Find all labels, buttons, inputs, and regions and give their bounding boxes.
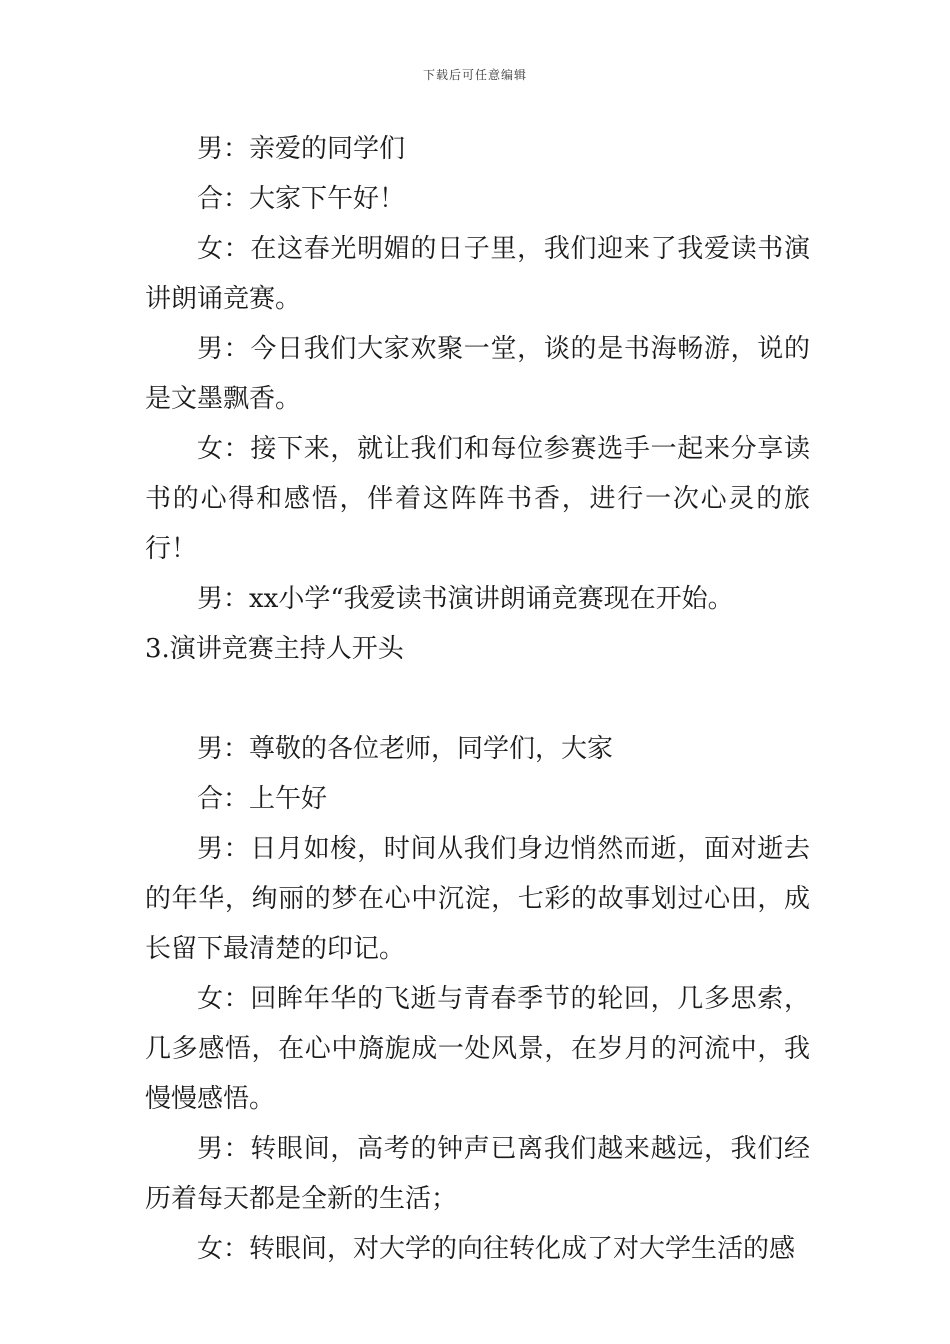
dialogue-line: 女：回眸年华的飞逝与青春季节的轮回，几多思索，几多感悟，在心中旖旎成一处风景，在岁月的河流中，我慢慢感悟。 <box>145 984 810 1114</box>
dialogue-line: 男：亲爱的同学们 <box>197 134 406 164</box>
dialogue-line: 合：大家下午好！ <box>197 184 406 214</box>
section-spacer <box>145 674 810 724</box>
page-header-note: 下载后可任意编辑 <box>422 68 527 82</box>
dialogue-line: 女：在这春光明媚的日子里，我们迎来了我爱读书演讲朗诵竞赛。 <box>145 234 810 314</box>
dialogue-line: 女：转眼间，对大学的向往转化成了对大学生活的感 <box>197 1234 796 1264</box>
document-body <box>145 124 810 1274</box>
dialogue-line: 男：xx小学“我爱读书演讲朗诵竞赛现在开始。 <box>197 584 734 614</box>
dialogue-line: 男：今日我们大家欢聚一堂，谈的是书海畅游，说的是文墨飘香。 <box>145 334 810 414</box>
dialogue-line: 合：上午好 <box>197 784 328 814</box>
dialogue-line: 男：日月如梭，时间从我们身边悄然而逝，面对逝去的年华，绚丽的梦在心中沉淀，七彩的故事划过心田，成长留下最清楚的印记。 <box>145 834 810 964</box>
section-heading: 3.演讲竞赛主持人开头 <box>145 634 404 664</box>
dialogue-line: 女：接下来，就让我们和每位参赛选手一起来分享读书的心得和感悟，伴着这阵阵书香，进行一次心灵的旅行！ <box>145 434 810 564</box>
dialogue-line: 男：尊敬的各位老师，同学们，大家 <box>197 734 614 764</box>
dialogue-line: 男：转眼间，高考的钟声已离我们越来越远，我们经历着每天都是全新的生活； <box>145 1134 810 1214</box>
